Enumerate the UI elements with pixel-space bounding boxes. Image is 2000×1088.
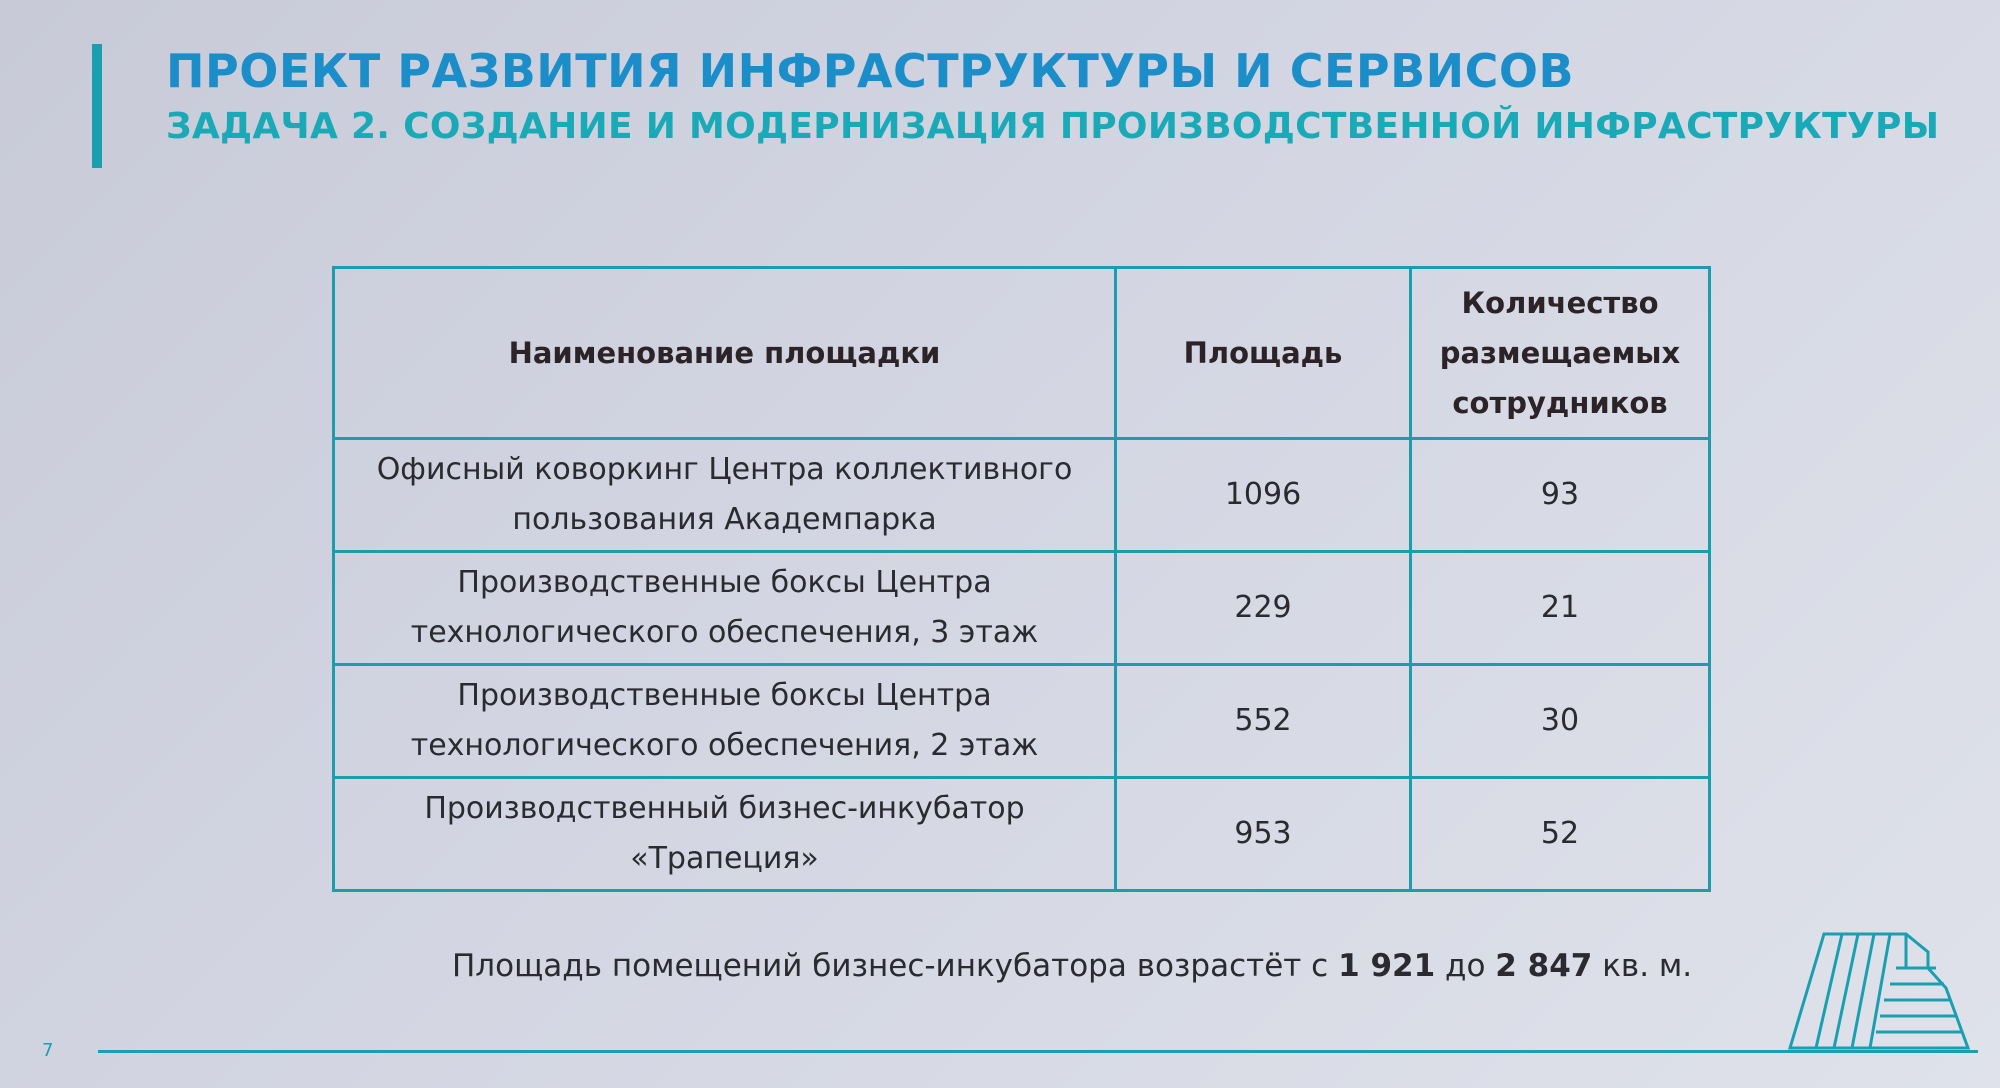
footer-note-suffix: кв. м.: [1592, 948, 1693, 984]
slide-title: ПРОЕКТ РАЗВИТИЯ ИНФРАСТРУКТУРЫ И СЕРВИСОВ: [166, 44, 1575, 98]
page-number: 7: [42, 1040, 54, 1061]
table-header-row: [334, 268, 1710, 439]
footer-divider: [98, 1050, 1978, 1053]
column-header-employees: Количество размещаемых сотрудников: [1411, 268, 1710, 439]
employees-cell: 52: [1411, 778, 1710, 891]
area-cell: 953: [1116, 778, 1411, 891]
table-row: [334, 778, 1710, 891]
table-row: [334, 439, 1710, 552]
slide-subtitle: ЗАДАЧА 2. СОЗДАНИЕ И МОДЕРНИЗАЦИЯ ПРОИЗВОДСТВЕННОЙ ИНФРАСТРУКТУРЫ: [166, 106, 1940, 147]
area-cell: 229: [1116, 552, 1411, 665]
area-cell: 552: [1116, 665, 1411, 778]
area-from-value: 1 921: [1338, 948, 1436, 984]
footer-note: [452, 948, 1692, 984]
employees-cell: 21: [1411, 552, 1710, 665]
title-accent-bar: [92, 44, 102, 168]
site-name-cell: Производственный бизнес-инкубатор «Трапеция»: [334, 778, 1116, 891]
site-name-cell: Производственные боксы Центра технологического обеспечения, 3 этаж: [334, 552, 1116, 665]
employees-cell: 93: [1411, 439, 1710, 552]
table-row: [334, 552, 1710, 665]
footer-note-prefix: Площадь помещений бизнес-инкубатора возрастёт с: [452, 948, 1339, 984]
site-name-cell: Офисный коворкинг Центра коллективного пользования Академпарка: [334, 439, 1116, 552]
column-header-area: Площадь: [1116, 268, 1411, 439]
table-row: [334, 665, 1710, 778]
area-cell: 1096: [1116, 439, 1411, 552]
akadempark-logo-icon: [1786, 928, 1972, 1052]
column-header-name: Наименование площадки: [334, 268, 1116, 439]
area-to-value: 2 847: [1495, 948, 1593, 984]
site-name-cell: Производственные боксы Центра технологического обеспечения, 2 этаж: [334, 665, 1116, 778]
footer-note-mid: до: [1435, 948, 1496, 984]
employees-cell: 30: [1411, 665, 1710, 778]
sites-table: [332, 266, 1711, 892]
